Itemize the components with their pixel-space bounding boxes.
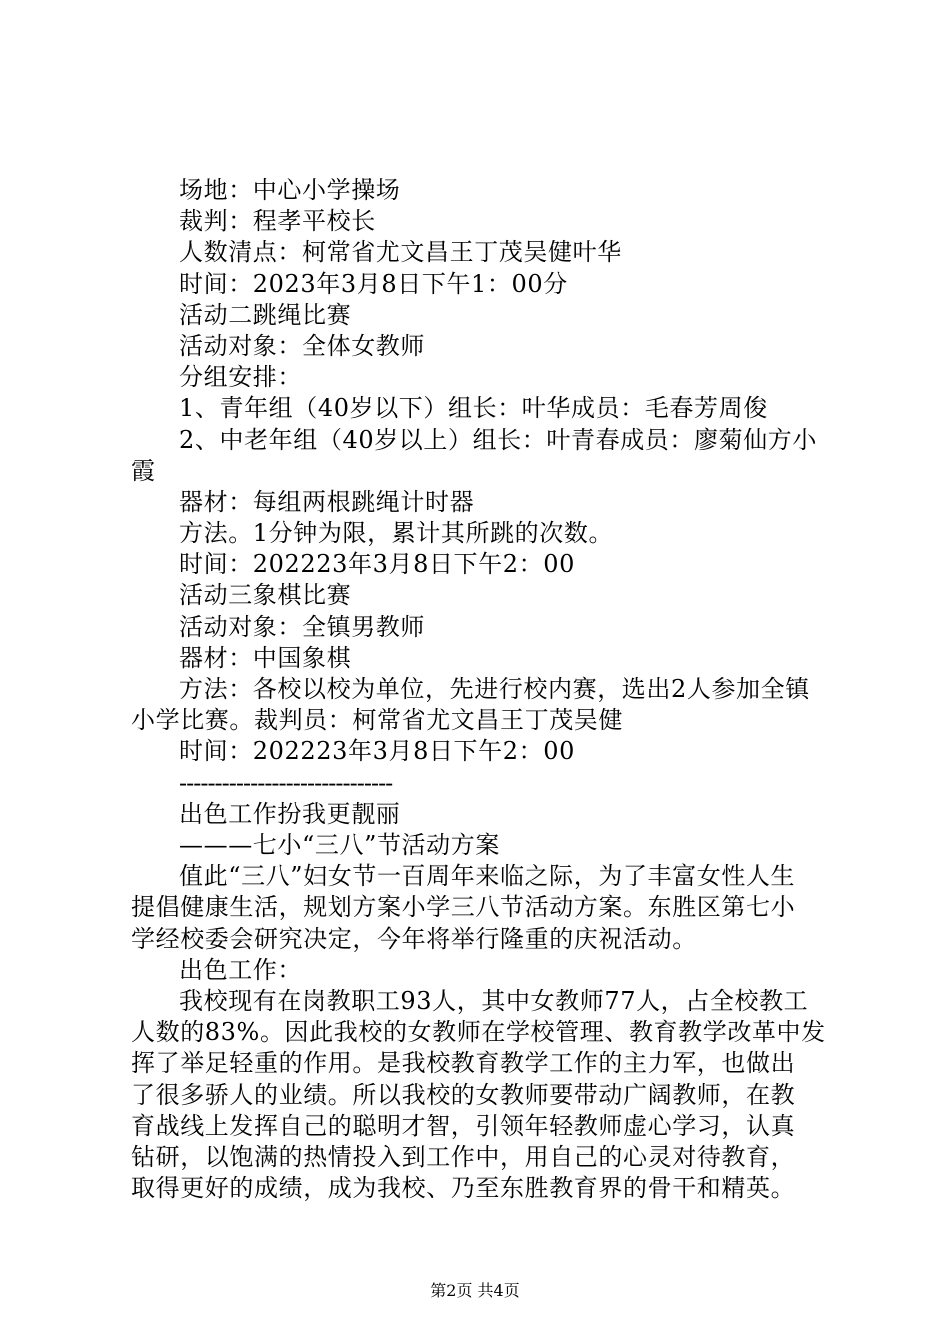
page-footer: 第2页 共4页 bbox=[430, 1281, 520, 1300]
paragraph-line: 提倡健康生活，规划方案小学三八节活动方案。东胜区第七小 bbox=[131, 893, 796, 922]
section-heading: 出色工作： bbox=[179, 955, 302, 984]
text-line: 活动三象棋比赛 bbox=[179, 581, 352, 610]
paragraph-line: 小学比赛。裁判员：柯常省尤文昌王丁茂吴健 bbox=[131, 706, 623, 735]
text-line: 场地：中心小学操场 bbox=[179, 176, 401, 204]
document-body bbox=[131, 175, 831, 1204]
text-line: 活动二跳绳比赛 bbox=[179, 300, 352, 329]
text-line: 裁判：程孝平校长 bbox=[179, 207, 376, 236]
paragraph-line: 钻研，以饱满的热情投入到工作中，用自己的心灵对待教育， bbox=[131, 1143, 796, 1171]
text-line: 器材：中国象棋 bbox=[179, 643, 352, 672]
paragraph-line: 挥了举足轻重的作用。是我校教育教学工作的主力军，也做出 bbox=[131, 1049, 796, 1078]
paragraph-line: 方法：各校以校为单位，先进行校内赛，选出2人参加全镇 bbox=[179, 675, 810, 704]
text-line: 活动对象：全镇男教师 bbox=[179, 612, 425, 641]
text-line: 方法。1分钟为限，累计其所跳的次数。 bbox=[179, 519, 614, 548]
text-line: 分组安排： bbox=[179, 363, 302, 392]
paragraph-intro bbox=[131, 861, 831, 955]
text-line: 器材：每组两根跳绳计时器 bbox=[179, 487, 475, 516]
paragraph-line: 我校现有在岗教职工93人，其中女教师77人，占全校教工 bbox=[179, 986, 809, 1015]
paragraph-line: 2、中老年组（40岁以上）组长：叶青春成员：廖菊仙方小 bbox=[179, 425, 818, 454]
paragraph-line: 值此“三八”妇女节一百周年来临之际，为了丰富女性人生 bbox=[179, 862, 796, 891]
paragraph-line: 了很多骄人的业绩。所以我校的女教师要带动广阔教师，在教 bbox=[131, 1080, 796, 1109]
paragraph-body bbox=[131, 986, 831, 1204]
text-line: 时间：202223年3月8日下午2：00 bbox=[179, 737, 575, 766]
paragraph-line: 霞 bbox=[131, 456, 156, 485]
document-title: 出色工作扮我更靓丽 bbox=[179, 799, 401, 828]
separator-line: ------------------------------ bbox=[179, 768, 393, 797]
text-line: 时间：202223年3月8日下午2：00 bbox=[179, 550, 575, 579]
paragraph-line: 育战线上发挥自己的聪明才智，引领年轻教师虚心学习，认真 bbox=[131, 1111, 796, 1140]
paragraph-line: 学经校委会研究决定，今年将举行隆重的庆祝活动。 bbox=[131, 924, 697, 953]
text-line: 人数清点：柯常省尤文昌王丁茂吴健叶华 bbox=[179, 238, 622, 267]
paragraph-method3 bbox=[131, 674, 831, 736]
text-line: 活动对象：全体女教师 bbox=[179, 331, 425, 360]
text-line: 1、青年组（40岁以下）组长：叶华成员：毛春芳周俊 bbox=[179, 394, 768, 423]
text-line: 时间：2023年3月8日下午1：00分 bbox=[179, 269, 568, 298]
paragraph-line: 人数的83%。因此我校的女教师在学校管理、教育教学改革中发 bbox=[131, 1018, 826, 1047]
paragraph-group2 bbox=[131, 425, 831, 487]
document-subtitle: ———七小“三八”节活动方案 bbox=[179, 831, 500, 859]
paragraph-line: 取得更好的成绩，成为我校、乃至东胜教育界的骨干和精英。 bbox=[131, 1174, 796, 1203]
